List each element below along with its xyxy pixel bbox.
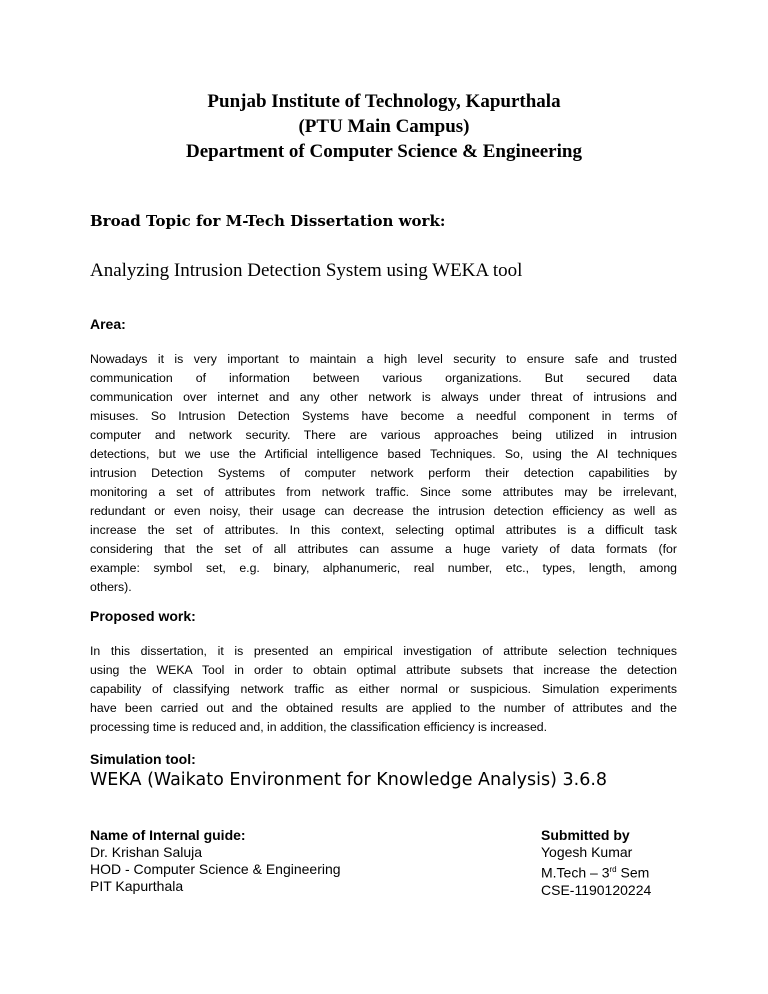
paragraph-line: Nowadays it is very important to maintain a high level security to ensure safe and trusted (90, 352, 677, 366)
simulation-tool-name: WEKA (Waikato Environment for Knowledge Analysis) 3.6.8 (90, 770, 608, 790)
institute-name: Punjab Institute of Technology, Kapurthala (207, 91, 561, 112)
paragraph-line: processing time is reduced and, in addition, the classification efficiency is increased. (90, 720, 548, 734)
submitted-heading: Submitted by (541, 827, 630, 843)
department-name: Department of Computer Science & Engineering (186, 141, 582, 162)
internal-guide-block (90, 827, 341, 895)
broad-topic-label: Broad Topic for M-Tech Dissertation work: (90, 212, 446, 230)
paragraph-line: communication of information between various organizations. But secured data (90, 371, 677, 385)
paragraph-line: using the WEKA Tool in order to obtain optimal attribute subsets that increase the detection (90, 663, 677, 677)
student-course (541, 861, 651, 882)
paragraph-line: redundant or even noisy, their usage can decrease the intrusion detection efficiency as well as (90, 504, 677, 518)
paragraph-line: misuses. So Intrusion Detection Systems have become a needful component in terms of (90, 409, 677, 423)
paragraph-line: computer and network security. There are various approaches being utilized in intrusion (90, 428, 677, 442)
guide-heading: Name of Internal guide: (90, 827, 246, 843)
paragraph-line: have been carried out and the obtained results are applied to the number of attributes and the (90, 701, 677, 715)
guide-name: Dr. Krishan Saluja (90, 844, 203, 860)
course-text: M.Tech – 3 (541, 864, 610, 881)
paragraph-line: detections, but we use the Artificial intelligence based Techniques. So, using the AI techniques (90, 447, 677, 461)
paragraph-line: example: symbol set, e.g. binary, alphanumeric, real number, etc., types, length, among (90, 561, 677, 575)
simulation-tool-heading: Simulation tool: (90, 751, 196, 767)
paragraph-line: monitoring a set of attributes from network traffic. Since some attributes may be irrelevant, (90, 485, 677, 499)
paragraph-line: communication over internet and any other network is always under threat of intrusions and (90, 390, 677, 404)
student-roll: CSE-1190120224 (541, 881, 652, 898)
guide-org: PIT Kapurthala (90, 878, 184, 894)
student-name: Yogesh Kumar (541, 844, 633, 860)
course-sem: Sem (616, 864, 650, 881)
proposed-work-heading: Proposed work: (90, 608, 196, 624)
dissertation-topic: Analyzing Intrusion Detection System using WEKA tool (90, 260, 523, 281)
paragraph-line: In this dissertation, it is presented an empirical investigation of attribute selection techniques (90, 644, 677, 658)
area-heading: Area: (90, 316, 126, 332)
submitted-by-block (541, 827, 651, 899)
paragraph-line: capability of classifying network traffic as either normal or suspicious. Simulation experiments (90, 682, 677, 696)
course-ordinal: rd (609, 865, 617, 874)
paragraph-line: others). (90, 580, 132, 594)
proposed-work-paragraph (90, 642, 677, 737)
paragraph-line: intrusion Detection Systems of computer network perform their detection capabilities by (90, 466, 677, 480)
paragraph-line: considering that the set of all attributes can assume a huge variety of data formats (for (90, 542, 677, 556)
paragraph-line: increase the set of attributes. In this context, selecting optimal attributes is a difficult task (90, 523, 677, 537)
area-paragraph (90, 350, 677, 597)
campus-name: (PTU Main Campus) (298, 116, 470, 137)
guide-title: HOD - Computer Science & Engineering (90, 861, 341, 877)
